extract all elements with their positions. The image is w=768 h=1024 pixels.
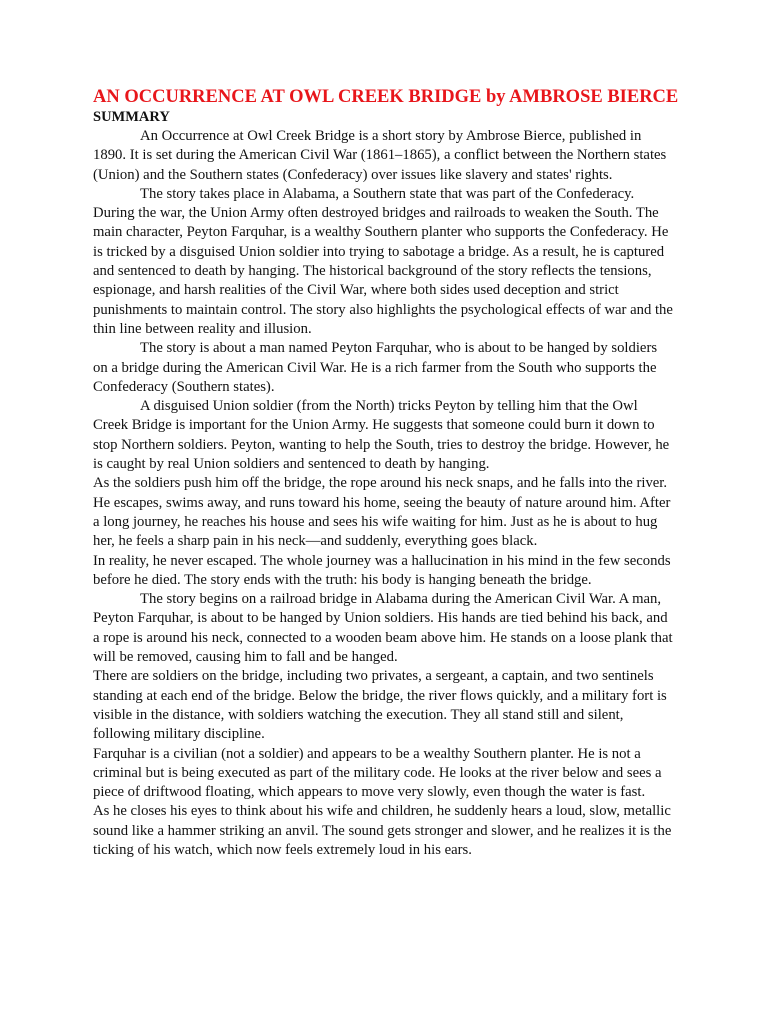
paragraph-3: The story is about a man named Peyton Farquhar, who is about to be hanged by soldiers on a bridge during the American Civil War. He is a rich farmer from the South who supports the Confederacy (Southern states).	[93, 340, 658, 395]
paragraph-1: An Occurrence at Owl Creek Bridge is a short story by Ambrose Bierce, published in 1890. It is set during the American Civil War (1861–1865), a conflict between the Northern states (Union) and the Southern states (Confederacy) over issues like slavery and states' rights.	[93, 128, 667, 183]
document-title: AN OCCURRENCE AT OWL CREEK BRIDGE by AMBROSE BIERCE	[93, 87, 679, 107]
section-heading: SUMMARY	[93, 109, 170, 125]
paragraph-8: There are soldiers on the bridge, including two privates, a sergeant, a captain, and two sentinels standing at each end of the bridge. Below the bridge, the river flows quickly, and a military fort is visible in the distance, with soldiers watching the execution. They all stand still and silent, following military discipline.	[93, 668, 667, 743]
paragraph-5: As the soldiers push him off the bridge, the rope around his neck snaps, and he falls into the river. He escapes, swims away, and runs toward his home, seeing the beauty of nature around him. After a long journey, he reaches his house and sees his wife waiting for him. Just as he is about to hug her, he feels a sharp pain in his neck—and suddenly, everything goes black.	[93, 475, 671, 550]
paragraph-10: As he closes his eyes to think about his wife and children, he suddenly hears a loud, slow, metallic sound like a hammer striking an anvil. The sound gets stronger and slower, and he realizes it is the ticking of his watch, which now feels extremely loud in his ears.	[93, 803, 672, 858]
paragraph-9: Farquhar is a civilian (not a soldier) and appears to be a wealthy Southern planter. He is not a criminal but is being executed as part of the military code. He looks at the river below and sees a piece of driftwood floating, which appears to move very slowly, even though the water is fast.	[93, 745, 662, 801]
paragraph-2: The story takes place in Alabama, a Southern state that was part of the Confederacy. During the war, the Union Army often destroyed bridges and railroads to weaken the South. The main character, Peyton Farquhar, is a wealthy Southern planter who supports the Confederacy. He is tricked by a disguised Union soldier into trying to sabotage a bridge. As a result, he is captured and sentenced to death by hanging. The historical background of the story reflects the tensions, espionage, and harsh realities of the Civil War, where both sides used deception and strict punishments to maintain control. The story also highlights the psychological effects of war and the thin line between reality and illusion.	[93, 185, 673, 337]
paragraph-7: The story begins on a railroad bridge in Alabama during the American Civil War. A man, Peyton Farquhar, is about to be hanged by Union soldiers. His hands are tied behind his back, and a rope is around his neck, connected to a wooden beam above him. He stands on a loose plank that will be removed, causing him to fall and be hanged.	[93, 591, 673, 666]
document-page	[93, 86, 679, 860]
paragraph-6: In reality, he never escaped. The whole journey was a hallucination in his mind in the few seconds before he died. The story ends with the truth: his body is hanging beneath the bridge.	[93, 552, 671, 588]
paragraph-4: A disguised Union soldier (from the North) tricks Peyton by telling him that the Owl Creek Bridge is important for the Union Army. He suggests that someone could burn it down to stop Northern soldiers. Peyton, wanting to help the South, tries to destroy the bridge. However, he is caught by real Union soldiers and sentenced to death by hanging.	[93, 398, 670, 473]
